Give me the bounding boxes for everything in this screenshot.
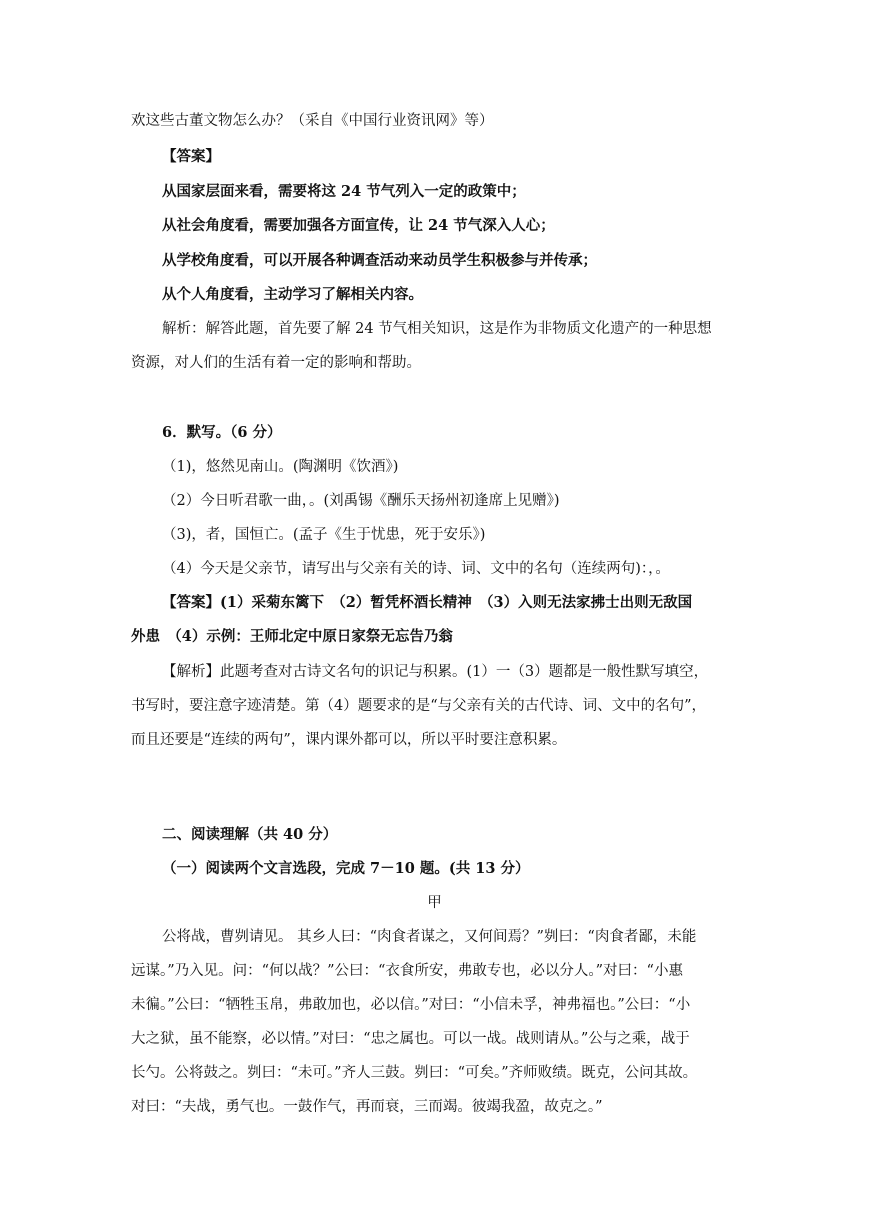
question6-analysis-line-3: 而且还要是“连续的两句”，课内课外都可以，所以平时要注意积累。 (131, 732, 567, 748)
question6-analysis-line-1: 【解析】此题考查对古诗文名句的识记与积累。(1）一（3）题都是一般性默写填空， (162, 664, 709, 680)
section2-title: 二、阅读理解（共 40 分） (162, 826, 338, 843)
intro-tail-text: 欢这些古董文物怎么办？（采自《中国行业资讯网》等） (131, 113, 494, 129)
question6-analysis-line-2: 书写时，要注意字迹清楚。第（4）题要求的是“与父亲有关的古代诗、词、文中的名句”， (131, 698, 707, 714)
question6-item-2: （2）今日听君歌一曲，。(刘禹锡《酬乐天扬州初逢席上见赠》) (162, 493, 560, 509)
question6-title: 6．默写。（6 分） (162, 424, 282, 441)
answer-line-2: 从社会角度看，需要加强各方面宣传，让 24 节气深入人心； (162, 217, 555, 234)
passage-line-5: 长勺。公将鼓之。刿曰：“未可。”齐人三鼓。刿曰：“可矣。”齐师败绩。既克，公问其故。 (131, 1065, 698, 1081)
passage-label: 甲 (427, 895, 442, 911)
question6-item-1: （1)，悠然见南山。(陶渊明《饮酒》) (162, 459, 399, 475)
analysis-line-1: 解析：解答此题，首先要了解 24 节气相关知识，这是作为非物质文化遗产的一种思想 (162, 321, 712, 337)
passage-line-2: 远谋。”乃入见。问：“何以战？”公曰：“衣食所安，弗敢专也，必以分人。”对曰：“小惠 (131, 963, 683, 979)
analysis-line-2: 资源，对人们的生活有着一定的影响和帮助。 (131, 355, 421, 371)
passage-line-1: 公将战，曹刿请见。 其乡人曰：“肉食者谋之，又何间焉？”刿曰：“肉食者鄙，未能 (162, 929, 697, 945)
answer-line-3: 从学校角度看，可以开展各种调查活动来动员学生积极参与并传承； (162, 252, 597, 269)
passage-line-3: 未徧。”公曰：“牺牲玉帛，弗敢加也，必以信。”对曰：“小信未孚，神弗福也。”公曰：“小 (131, 997, 691, 1013)
question6-answer-line-1: 【答案】(1）采菊东篱下 （2）暂凭杯酒长精神 （3）入则无法家拂士出则无敌国 (162, 594, 693, 611)
answer-line-4: 从个人角度看，主动学习了解相关内容。 (162, 286, 423, 303)
answer-line-1: 从国家层面来看，需要将这 24 节气列入一定的政策中； (162, 183, 526, 200)
question6-answer-line-2: 外患 （4）示例：王师北定中原日家祭无忘告乃翁 (131, 628, 453, 645)
passage-line-6: 对曰：“夫战，勇气也。一鼓作气，再而衰，三而竭。彼竭我盈，故克之。” (131, 1099, 603, 1115)
answer-label: 【答案】 (162, 148, 220, 165)
question6-item-3: （3)，者，国恒亡。(孟子《生于忧患，死于安乐》) (162, 527, 486, 543)
passage-line-4: 大之狱，虽不能察，必以情。”对曰：“忠之属也。可以一战。战则请从。”公与之乘，战于 (131, 1031, 690, 1047)
section2-subtitle: （一）阅读两个文言选段，完成 7－10 题。(共 13 分） (162, 860, 530, 877)
question6-item-4: （4）今天是父亲节，请写出与父亲有关的诗、词、文中的名句（连续两句)：，。 (162, 561, 670, 577)
